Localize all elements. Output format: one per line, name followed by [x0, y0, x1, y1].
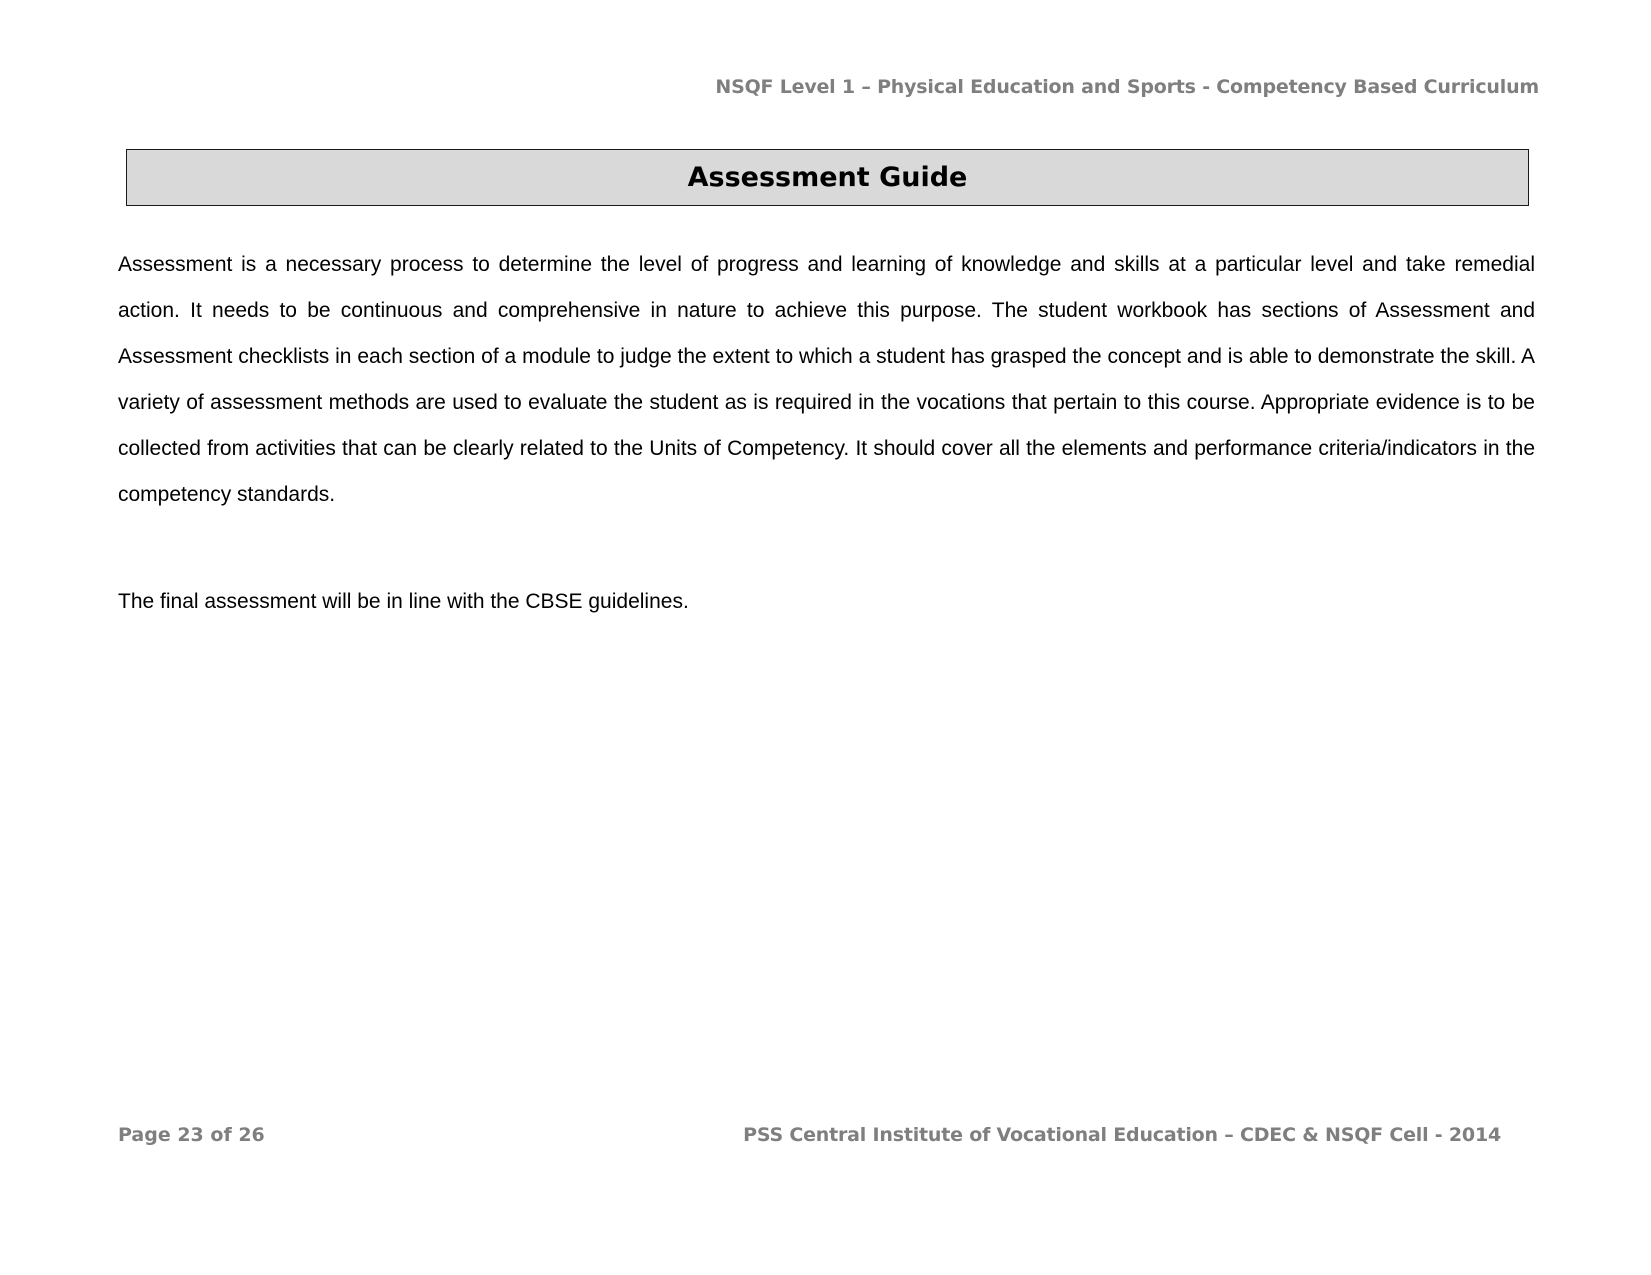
section-title-box	[126, 149, 1529, 206]
section-title: Assessment Guide	[687, 162, 968, 193]
running-header: NSQF Level 1 – Physical Education and Sports - Competency Based Curriculum	[715, 76, 1539, 98]
footer-page-number: Page 23 of 26	[118, 1124, 265, 1146]
assessment-paragraph: Assessment is a necessary process to determine the level of progress and learning of knowledge and skills at a particular level and take remedial action. It needs to be continuous and comprehensive in nature to achieve this purpose. The student workbook has sections of Assessment and Assessment checklists in each section of a module to judge the extent to which a student has grasped the concept and is able to demonstrate the skill. A variety of assessment methods are used to evaluate the student as is required in the vocations that pertain to this course. Appropriate evidence is to be collected from activities that can be clearly related to the Units of Competency. It should cover all the elements and performance criteria/indicators in the competency standards.	[118, 253, 1535, 506]
final-assessment-note: The final assessment will be in line with the CBSE guidelines.	[118, 590, 689, 613]
footer-organization: PSS Central Institute of Vocational Education – CDEC & NSQF Cell - 2014	[743, 1124, 1501, 1146]
